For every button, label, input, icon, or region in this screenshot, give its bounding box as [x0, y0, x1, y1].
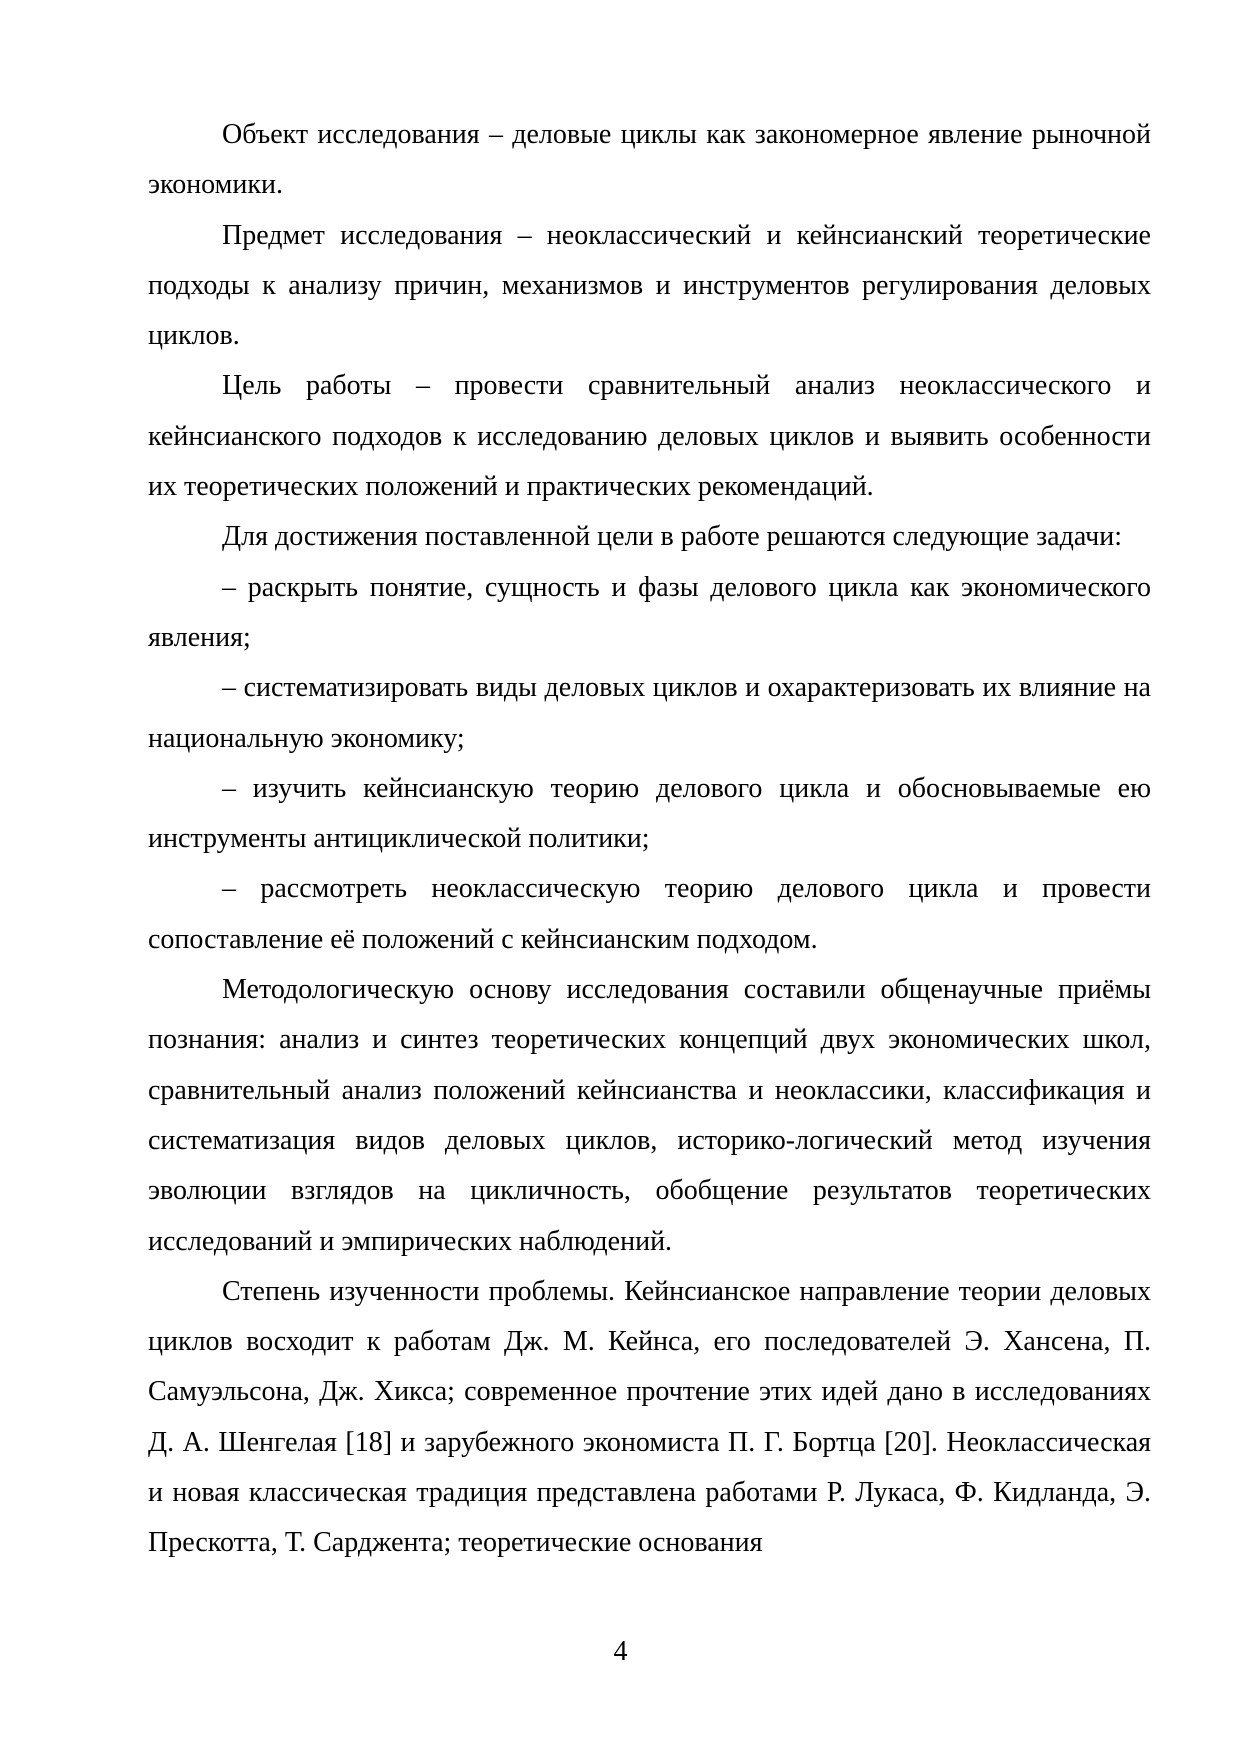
paragraph-research-degree: Степень изученности проблемы. Кейнсианское направление теории деловых циклов восходит к работам Дж. М. Кейнса, его последователей Э. Хансена, П. Самуэльсона, Дж. Хикса; современное прочтение этих идей дано в исследованиях Д. А. Шенгелая [18] и зарубежного экономиста П. Г. Бортца [20]. Неоклассическая и новая классическая традиция представлена работами Р. Лукаса, Ф. Кидланда, Э. Прескотта, Т. Сарджента; теоретические основания [148, 1275, 1151, 1559]
paragraph-research-object: Объект исследования – деловые циклы как закономерное явление рыночной экономики. [148, 119, 1151, 201]
list-item-task-1: – раскрыть понятие, сущность и фазы делового цикла как экономического явления; [148, 571, 1151, 653]
list-item-task-4: – рассмотреть неоклассическую теорию делового цикла и провести сопоставление её положений с кейнсианским подходом. [148, 873, 1151, 955]
paragraph-methodology: Методологическую основу исследования составили общенаучные приёмы познания: анализ и синтез теоретических концепций двух экономических школ, сравнительный анализ положений кейнсианства и неоклассики, классификация и систематизация видов деловых циклов, историко-логический метод изучения эволюции взглядов на цикличность, обобщение результатов теоретических исследований и эмпирических наблюдений. [148, 974, 1151, 1257]
paragraph-tasks-intro: Для достижения поставленной цели в работе решаются следующие задачи: [222, 521, 1123, 553]
page-body [148, 110, 1151, 1569]
page-number: 4 [613, 1636, 628, 1667]
list-item-task-2: – систематизировать виды деловых циклов и охарактеризовать их влияние на национальную экономику; [148, 672, 1151, 754]
paragraph-work-goal: Цель работы – провести сравнительный анализ неоклассического и кейнсианского подходов к исследованию деловых циклов и выявить особенности их теоретических положений и практических рекомендаций. [148, 370, 1151, 503]
list-item-task-3: – изучить кейнсианскую теорию делового цикла и обосновываемые ею инструменты антициклической политики; [148, 772, 1151, 855]
paragraph-research-subject: Предмет исследования – неоклассический и кейнсианский теоретические подходы к анализу причин, механизмов и инструментов регулирования деловых циклов. [148, 219, 1151, 352]
